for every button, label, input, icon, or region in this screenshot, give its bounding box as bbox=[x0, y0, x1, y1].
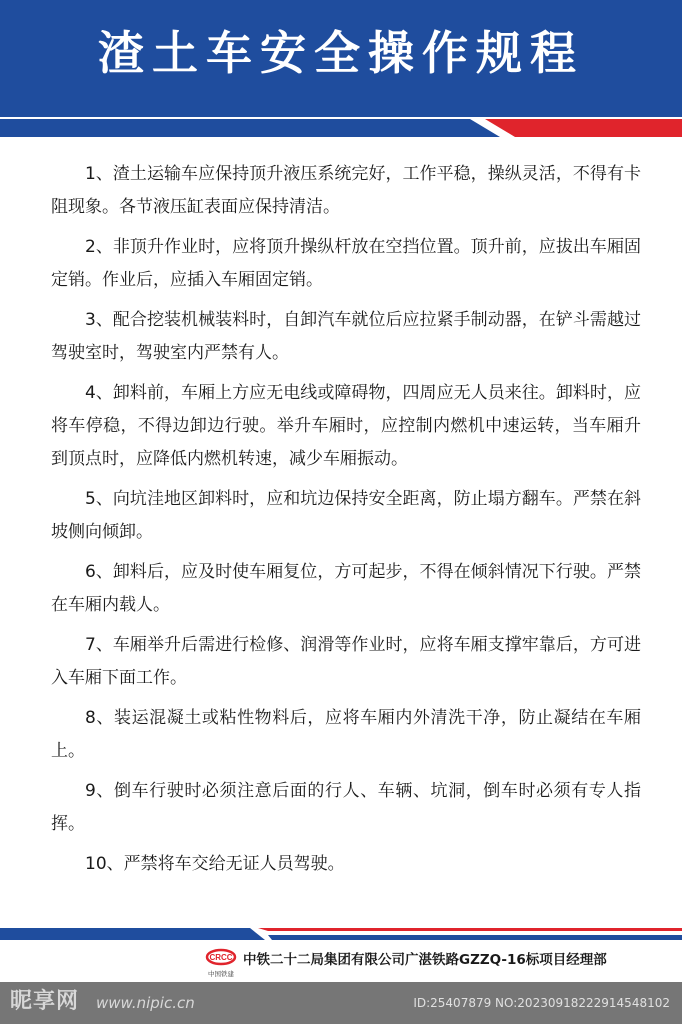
rule-item-10: 10、严禁将车交给无证人员驾驶。 bbox=[85, 854, 345, 874]
rule-item-9: 9、倒车行驶时必须注意后面的行人、车辆、坑洞，倒车时必须有专人指挥。 bbox=[51, 781, 641, 834]
rule-item-4: 4、卸料前，车厢上方应无电线或障碍物，四周应无人员来往。卸料时，应将车停稳，不得边卸边行驶。举升车厢时，应控制内燃机中速运转，当车厢升到顶点时，应降低内燃机转速，减少车厢振动。 bbox=[51, 383, 641, 469]
rule-item-5: 5、向坑洼地区卸料时，应和坑边保持安全距离，防止塌方翻车。严禁在斜坡侧向倾卸。 bbox=[51, 489, 641, 542]
logo-caption: 中国铁建 bbox=[208, 970, 234, 978]
page-title: 渣土车安全操作规程 bbox=[98, 26, 584, 80]
footer-stripe bbox=[0, 928, 682, 942]
crcc-logo-icon bbox=[204, 946, 238, 980]
company-name: 中铁二十二局集团有限公司广湛铁路GZZQ-16标项目经理部 bbox=[243, 952, 607, 968]
header-stripe bbox=[0, 117, 682, 139]
rule-item-8: 8、装运混凝土或粘性物料后，应将车厢内外清洗干净，防止凝结在车厢上。 bbox=[51, 708, 641, 761]
rule-item-7: 7、车厢举升后需进行检修、润滑等作业时，应将车厢支撑牢靠后，方可进入车厢下面工作。 bbox=[51, 635, 641, 688]
rule-item-6: 6、卸料后，应及时使车厢复位，方可起步，不得在倾斜情况下行驶。严禁在车厢内载人。 bbox=[51, 562, 641, 615]
header-banner bbox=[0, 0, 682, 118]
rules-list bbox=[51, 158, 641, 888]
watermark-id: ID:25407879 NO:20230918222914548102 bbox=[413, 996, 670, 1010]
logo-text: CRCC bbox=[209, 953, 233, 962]
rule-item-2: 2、非顶升作业时，应将顶升操纵杆放在空挡位置。顶升前，应拔出车厢固定销。作业后，应插入车厢固定销。 bbox=[51, 237, 641, 290]
rule-item-1: 1、渣土运输车应保持顶升液压系统完好，工作平稳，操纵灵活，不得有卡阻现象。各节液压缸表面应保持清洁。 bbox=[51, 164, 641, 217]
rule-item-3: 3、配合挖装机械装料时，自卸汽车就位后应拉紧手制动器，在铲斗需越过驾驶室时，驾驶室内严禁有人。 bbox=[51, 310, 641, 363]
watermark-url: www.nipic.cn bbox=[96, 994, 195, 1012]
watermark-brand: 昵享网 bbox=[10, 989, 80, 1014]
